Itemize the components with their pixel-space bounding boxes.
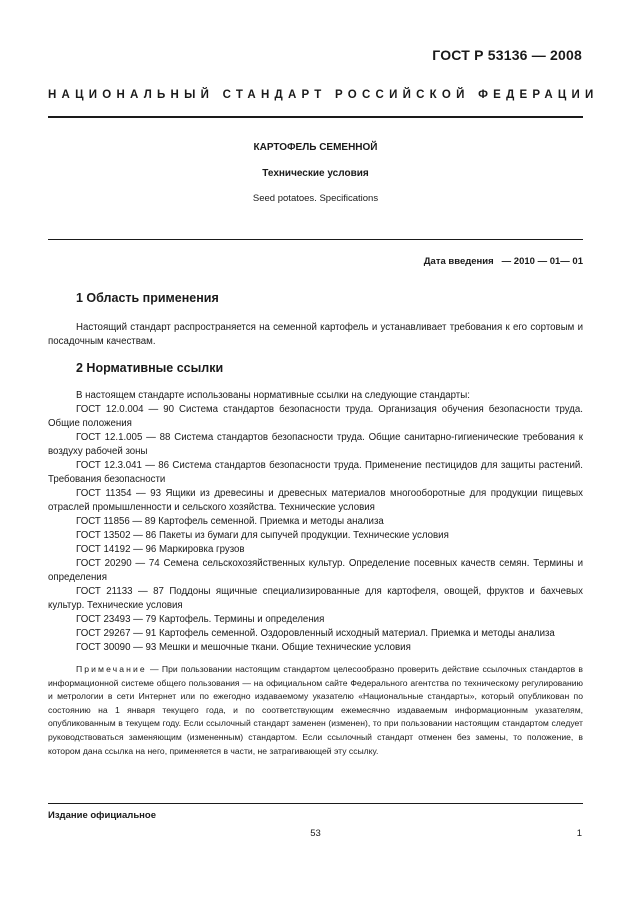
introduction-date [424, 256, 583, 267]
reference-item: ГОСТ 20290 — 74 Семена сельскохозяйственных культур. Определение посевных качеств семян. Термины и определения [48, 558, 583, 583]
normative-references-list [48, 389, 583, 655]
reference-item: ГОСТ 12.3.041 — 86 Система стандартов безопасности труда. Применение пестицидов для защиты растений. Требования безопасности [48, 460, 583, 485]
official-edition-label: Издание официальное [48, 810, 156, 821]
page-number: 53 [310, 828, 321, 839]
reference-item: ГОСТ 13502 — 86 Пакеты из бумаги для сыпучей продукции. Технические условия [76, 530, 449, 541]
standard-subtitle: Технические условия [262, 168, 369, 179]
references-note [48, 663, 583, 758]
section-2-heading: 2 Нормативные ссылки [76, 361, 224, 375]
reference-item: ГОСТ 21133 — 87 Поддоны ящичные специализированные для картофеля, овощей, фруктов и бахчевых культур. Технические условия [48, 586, 583, 611]
reference-item: ГОСТ 11354 — 93 Ящики из древесины и древесных материалов многооборотные для продукции пищевых отраслей промышленности и сельского хозяйства. Технические условия [48, 488, 583, 513]
national-standard-title: НАЦИОНАЛЬНЫЙ СТАНДАРТ РОССИЙСКОЙ ФЕДЕРАЦИИ [48, 89, 599, 101]
references-intro: В настоящем стандарте использованы нормативные ссылки на следующие стандарты: [76, 390, 470, 401]
page-number-right: 1 [576, 828, 582, 839]
reference-item: ГОСТ 30090 — 93 Мешки и мешочные ткани. Общие технические условия [76, 642, 411, 653]
header-divider [48, 116, 583, 118]
note-label: Примечание [76, 664, 147, 674]
introduction-date-value: — 2010 — 01— 01 [501, 256, 583, 267]
reference-item: ГОСТ 23493 — 79 Картофель. Термины и определения [76, 614, 325, 625]
standard-title: КАРТОФЕЛЬ СЕМЕННОЙ [253, 142, 378, 153]
introduction-date-label: Дата введения [423, 256, 494, 267]
reference-item: ГОСТ 11856 — 89 Картофель семенной. Приемка и методы анализа [76, 516, 384, 527]
reference-item: ГОСТ 29267 — 91 Картофель семенной. Оздоровленный исходный материал. Приемка и методы анализа [76, 628, 555, 639]
note-text: — При пользовании настоящим стандартом целесообразно проверить действие ссылочных стандартов в информационной системе общего пользования — на официальном сайте Федерального агентства по техническому регулированию и метрологии в сети Интернет или по ежегодно издаваемому указателю «Национальные стандарты», который опубликован по состоянию на 1 января текущего года, и по соответствующим ежемесячно издаваемым информационным указателям, опубликованным в текущем году. Если ссылочный стандарт заменен (изменен), то при пользовании настоящим стандартом следует руководствоваться заменяющим (измененным) стандартом. Если ссылочный стандарт отменен без замены, то положение, в котором дана ссылка на него, применяется в части, не затрагивающей эту ссылку. [48, 664, 583, 756]
reference-item: ГОСТ 12.1.005 — 88 Система стандартов безопасности труда. Общие санитарно-гигиенические требования к воздуху рабочей зоны [48, 432, 583, 457]
standard-english-title: Seed potatoes. Specifications [252, 193, 379, 204]
title-divider [48, 239, 583, 240]
reference-item: ГОСТ 14192 — 96 Маркировка грузов [76, 544, 245, 555]
section-1-paragraph: Настоящий стандарт распространяется на семенной картофель и устанавливает требования к его сортовым и посадочным качествам. [48, 322, 583, 347]
section-1-heading: 1 Область применения [76, 291, 219, 305]
document-code: ГОСТ Р 53136 — 2008 [432, 47, 582, 63]
reference-item: ГОСТ 12.0.004 — 90 Система стандартов безопасности труда. Организация обучения безопасности труда. Общие положения [48, 404, 583, 429]
footer-divider [48, 803, 583, 804]
section-1-text [48, 321, 583, 349]
